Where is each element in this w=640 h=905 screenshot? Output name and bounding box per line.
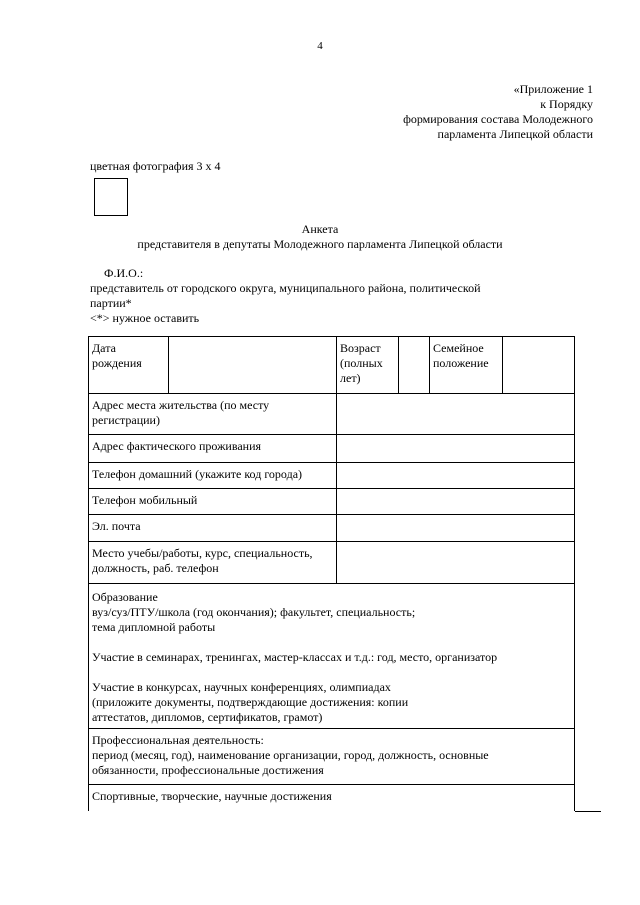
- form-title-line: Анкета: [301, 222, 339, 236]
- family-status-field[interactable]: [503, 337, 575, 394]
- table-row: [89, 394, 575, 435]
- phone-mobile-label: Телефон мобильный: [89, 489, 337, 515]
- email-label: Эл. почта: [89, 515, 337, 542]
- education-heading: Образование: [92, 590, 158, 604]
- work-study-field[interactable]: [337, 542, 575, 584]
- table-row: [89, 729, 575, 785]
- family-status-label: Семейное положение: [430, 337, 503, 394]
- phone-mobile-field[interactable]: [337, 489, 575, 515]
- seminars-text: Участие в семинарах, тренингах, мастер-классах и т.д.: год, место, организатор: [92, 650, 498, 664]
- appendix-line: парламента Липецкой области: [437, 127, 593, 141]
- table-row: [89, 489, 575, 515]
- appendix-line: формирования состава Молодежного: [403, 112, 593, 126]
- table-row: [89, 435, 575, 463]
- phone-home-label: Телефон домашний (укажите код города): [89, 463, 337, 489]
- form-subtitle: представителя в депутаты Молодежного парламента Липецкой области: [137, 237, 503, 251]
- professional-heading: Профессиональная деятельность:: [92, 733, 264, 747]
- representative-note: <*> нужное оставить: [90, 311, 200, 325]
- table-row: [89, 463, 575, 489]
- representative-line: партии*: [90, 296, 132, 310]
- questionnaire-table: [88, 336, 575, 811]
- education-section[interactable]: Образование вуз/суз/ПТУ/школа (год окончания); факультет, специальность; тема дипломной работы Участие в семинарах, тренингах, мастер-классах и т.д.: год, место, организатор Участие в конкурсах, научных конференциях, олимпиадах (приложите документы, подтверждающие достижения: копии аттестатов, дипломов, сертификатов, грамот): [89, 584, 575, 729]
- address-registration-label: Адрес места жительства (по месту регистрации): [89, 394, 337, 435]
- address-actual-label: Адрес фактического проживания: [89, 435, 337, 463]
- table-bottom-line: [575, 811, 601, 812]
- photo-box: [94, 178, 128, 216]
- achievements-section[interactable]: Спортивные, творческие, научные достижения: [89, 785, 575, 811]
- representative-line: представитель от городского округа, муниципального района, политической: [90, 281, 481, 295]
- contests-text: Участие в конкурсах, научных конференциях, олимпиадах: [92, 680, 391, 694]
- table-row: [89, 515, 575, 542]
- birth-date-label: Дата рождения: [89, 337, 169, 394]
- age-field[interactable]: [399, 337, 430, 394]
- fio-label: Ф.И.О.:: [104, 266, 144, 280]
- photo-label: цветная фотография 3 х 4: [90, 159, 221, 173]
- work-study-label: Место учебы/работы, курс, специальность, должность, раб. телефон: [89, 542, 337, 584]
- table-row: [89, 542, 575, 584]
- page-number: 4: [317, 40, 323, 52]
- form-title: [0, 222, 640, 252]
- professional-section[interactable]: Профессиональная деятельность: период (месяц, год), наименование организации, город, должность, основные обязанности, профессиональные достижения: [89, 729, 575, 785]
- address-registration-field[interactable]: [337, 394, 575, 435]
- age-label: Возраст (полных лет): [337, 337, 399, 394]
- appendix-line: «Приложение 1: [513, 82, 593, 96]
- appendix-header: [403, 82, 593, 142]
- table-row: [89, 337, 575, 394]
- representative-text: [90, 281, 481, 311]
- table-row: [89, 584, 575, 729]
- address-actual-field[interactable]: [337, 435, 575, 463]
- email-field[interactable]: [337, 515, 575, 542]
- birth-date-field[interactable]: [169, 337, 337, 394]
- appendix-line: к Порядку: [540, 97, 593, 111]
- phone-home-field[interactable]: [337, 463, 575, 489]
- table-row: [89, 785, 575, 811]
